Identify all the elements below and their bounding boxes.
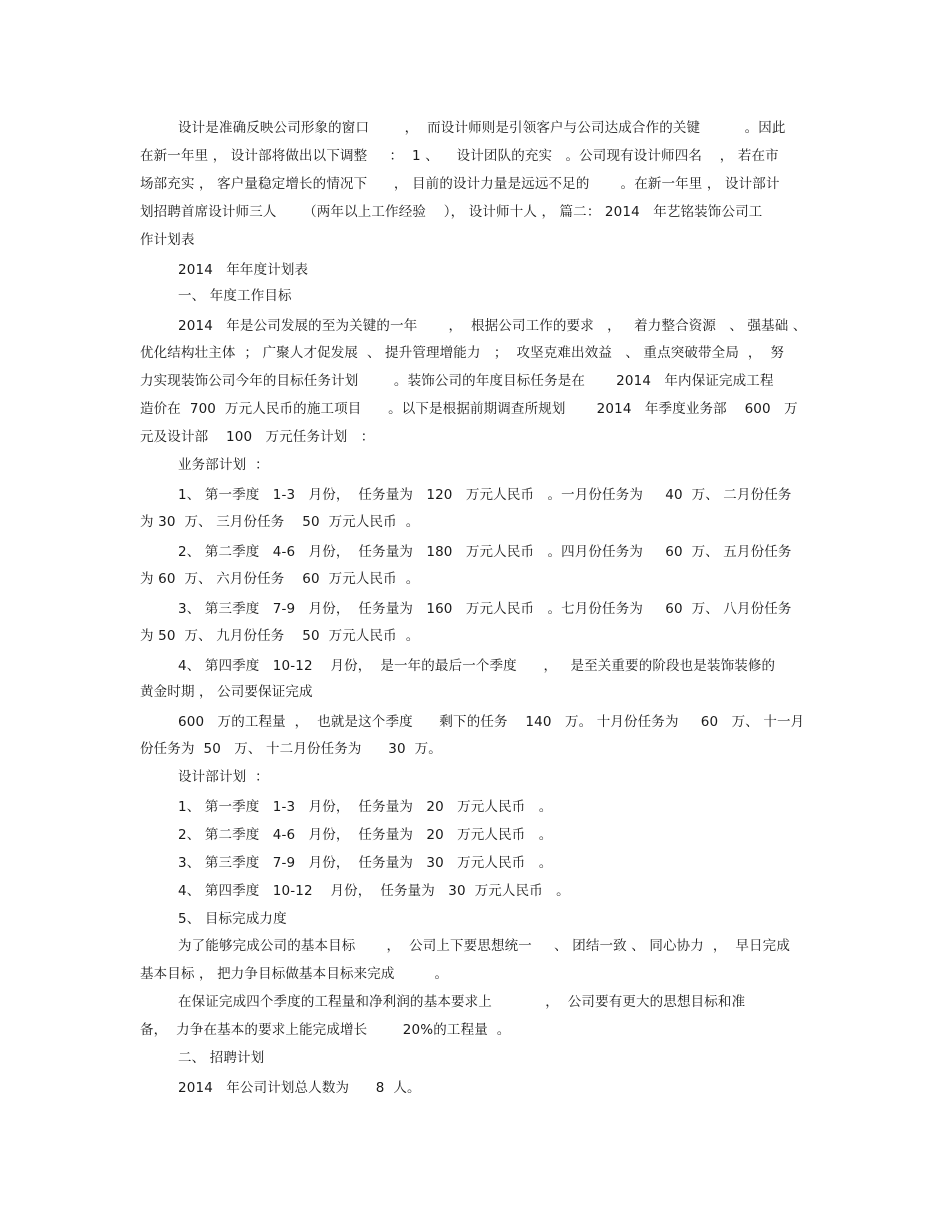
text-line: 600 万的工程量 ， 也就是这个季度 剩下的任务 140 万。 十月份任务为 60 万、 十一月 <box>178 714 805 730</box>
text-line: 作计划表 <box>140 232 195 248</box>
text-line: 备， 力争在基本的要求上能完成增长 20%的工程量 。 <box>140 1022 511 1038</box>
text-line: 在新一年里 ， 设计部将做出以下调整 ： 1 、 设计团队的充实 。公司现有设计师四名 ， 若在市 <box>140 148 779 164</box>
plan-title: 2014 年年度计划表 <box>178 262 309 278</box>
list-item: 5、 目标完成力度 <box>178 911 287 927</box>
text-line: 黄金时期 ， 公司要保证完成 <box>140 684 313 700</box>
text-line: 造价在 700 万元人民币的施工项目 。以下是根据前期调查所规划 2014 年季度业务部 600 万 <box>140 401 798 417</box>
text-line: 划招聘首席设计师三人 （两年以上工作经验 ）， 设计师十人 ， 篇二： 2014 年艺铭装饰公司工 <box>140 204 763 220</box>
subsection-heading: 设计部计划 ： <box>178 769 269 785</box>
list-item: 3、 第三季度 7-9 月份， 任务量为 30 万元人民币 。 <box>178 855 553 871</box>
list-item: 3、 第三季度 7-9 月份， 任务量为 160 万元人民币 。七月份任务为 60 万、 八月份任务 <box>178 601 792 617</box>
text-line: 为 50 万、 九月份任务 50 万元人民币 。 <box>140 628 420 644</box>
text-line: 基本目标 ， 把力争目标做基本目标来完成 。 <box>140 966 449 982</box>
text-line: 2014 年是公司发展的至为关键的一年 ， 根据公司工作的要求 ， 着力整合资源 、 强基础 、 <box>178 318 807 334</box>
subsection-heading: 业务部计划 ： <box>178 457 269 473</box>
text-line: 份任务为 50 万、 十二月份任务为 30 万。 <box>140 741 442 757</box>
list-item: 4、 第四季度 10-12 月份， 是一年的最后一个季度 ， 是至关重要的阶段也是装饰装修的 <box>178 658 776 674</box>
list-item: 2、 第二季度 4-6 月份， 任务量为 20 万元人民币 。 <box>178 827 553 843</box>
text-line: 为 60 万、 六月份任务 60 万元人民币 。 <box>140 571 420 587</box>
text-line: 为 30 万、 三月份任务 50 万元人民币 。 <box>140 514 420 530</box>
list-item: 2、 第二季度 4-6 月份， 任务量为 180 万元人民币 。四月份任务为 60 万、 五月份任务 <box>178 544 792 560</box>
list-item: 4、 第四季度 10-12 月份， 任务量为 30 万元人民币 。 <box>178 883 570 899</box>
section-heading: 一、 年度工作目标 <box>178 288 292 304</box>
text-line: 场部充实 ， 客户量稳定增长的情况下 ， 目前的设计力量是远远不足的 。在新一年里 ， 设计部计 <box>140 176 780 192</box>
list-item: 1、 第一季度 1-3 月份， 任务量为 120 万元人民币 。一月份任务为 40 万、 二月份任务 <box>178 487 792 503</box>
text-line: 优化结构壮主体 ； 广聚人才促发展 、 提升管理增能力 ； 攻坚克难出效益 、 重点突破带全局 ， 努 <box>140 345 785 361</box>
text-line: 力实现装饰公司今年的目标任务计划 。装饰公司的年度目标任务是在 2014 年内保证完成工程 <box>140 373 774 389</box>
text-line: 2014 年公司计划总人数为 8 人。 <box>178 1080 421 1096</box>
text-line: 在保证完成四个季度的工程量和净利润的基本要求上 ， 公司要有更大的思想目标和准 <box>178 994 746 1010</box>
text-line: 元及设计部 100 万元任务计划 ： <box>140 429 375 445</box>
list-item: 1、 第一季度 1-3 月份， 任务量为 20 万元人民币 。 <box>178 799 553 815</box>
section-heading: 二、 招聘计划 <box>178 1050 265 1066</box>
text-line: 设计是准确反映公司形象的窗口 ， 而设计师则是引领客户与公司达成合作的关键 。因此 <box>178 120 786 136</box>
text-line: 为了能够完成公司的基本目标 ， 公司上下要思想统一 、 团结一致 、 同心协力 ， 早日完成 <box>178 938 790 954</box>
